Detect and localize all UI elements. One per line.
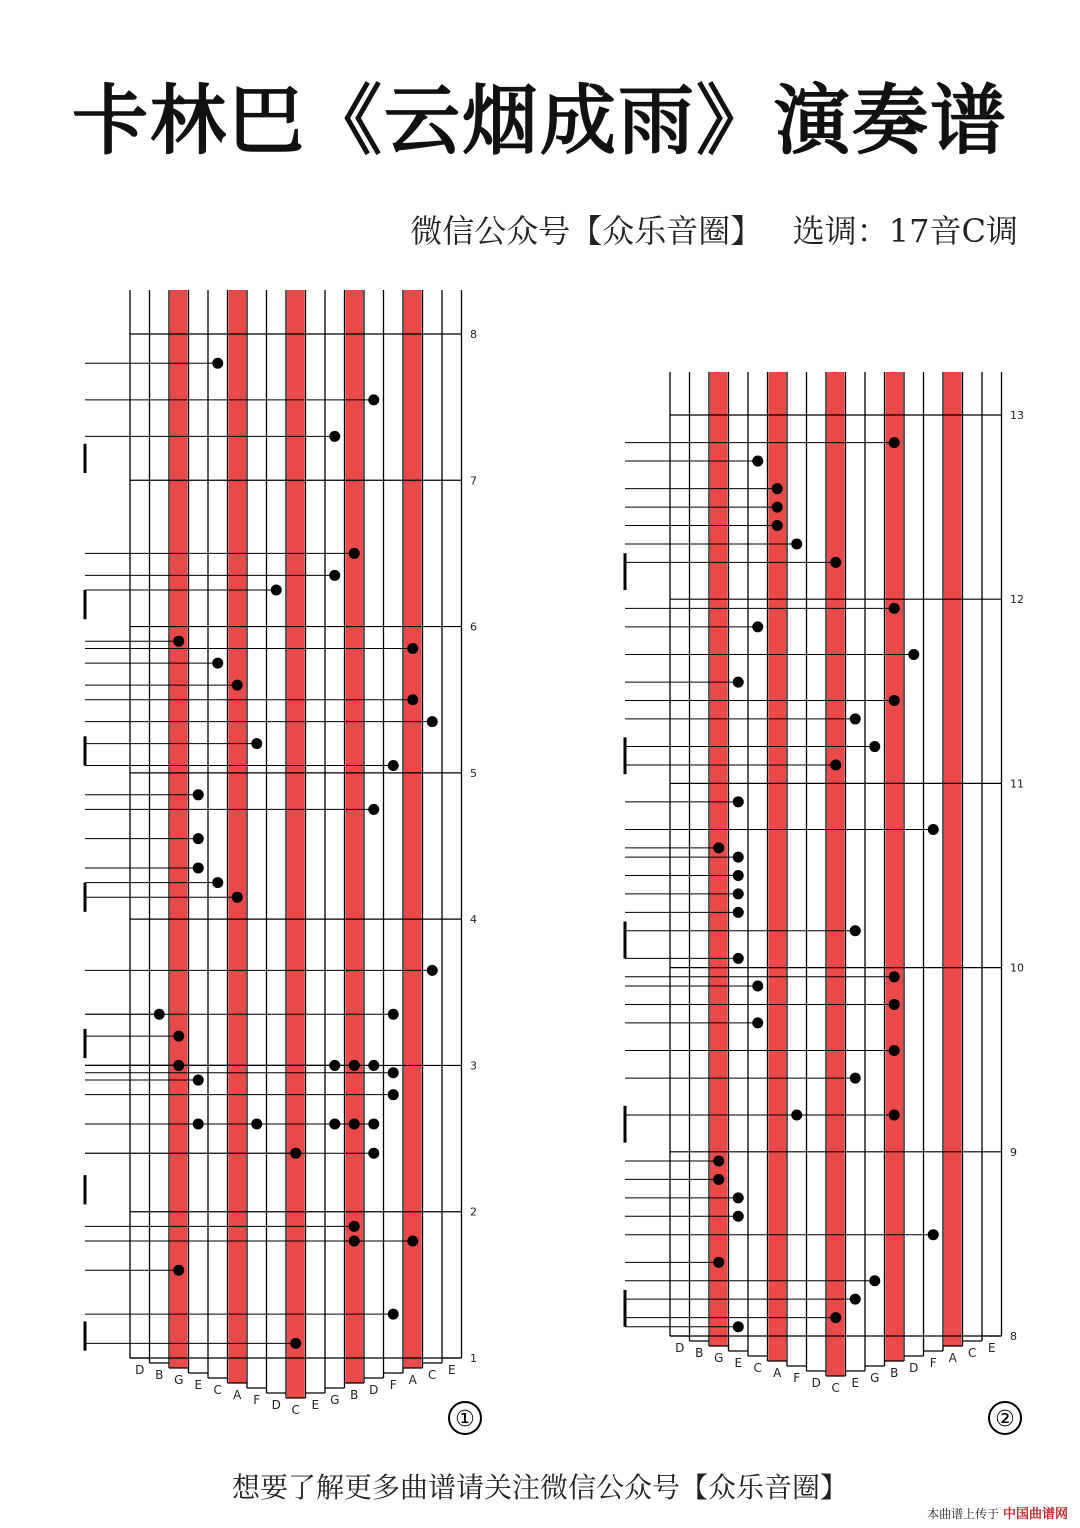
credit-prefix: 本曲谱上传于 xyxy=(927,1507,1000,1521)
tine-highlight-8 xyxy=(827,372,845,1376)
note-dot xyxy=(173,1060,184,1071)
footer-note: 想要了解更多曲谱请关注微信公众号【众乐音圈】 xyxy=(231,1471,848,1504)
note-dot xyxy=(889,437,900,448)
measure-number: 8 xyxy=(1010,1330,1017,1343)
measure-number: 4 xyxy=(470,913,477,927)
note-dot xyxy=(349,1118,360,1129)
note-dot xyxy=(752,1017,763,1028)
key-label-e: E xyxy=(734,1356,743,1370)
note-dot xyxy=(193,862,204,873)
tine-highlight-5 xyxy=(229,290,247,1383)
measure-number: 1 xyxy=(470,1352,477,1365)
measure-number: 7 xyxy=(470,474,477,488)
note-dot xyxy=(388,1067,399,1078)
key-label-d: D xyxy=(909,1361,919,1375)
note-dot xyxy=(830,557,841,568)
note-dot xyxy=(271,585,282,596)
note-dot xyxy=(193,1075,204,1086)
note-dot xyxy=(713,1156,724,1167)
measure-number: 12 xyxy=(1010,593,1024,607)
note-dot xyxy=(733,1321,744,1332)
measure-number: 13 xyxy=(1010,409,1024,422)
key-label-d: D xyxy=(675,1341,685,1355)
key-label-f: F xyxy=(793,1371,801,1385)
note-dot xyxy=(193,833,204,844)
measure-number: 3 xyxy=(470,1059,477,1073)
key-label-b: B xyxy=(155,1368,164,1382)
tine-highlight-8 xyxy=(287,290,305,1398)
key-label-a: A xyxy=(233,1388,242,1402)
note-dot xyxy=(850,1073,861,1084)
key-label-a: A xyxy=(408,1373,417,1387)
key-label-c: C xyxy=(831,1381,840,1395)
note-dot xyxy=(173,636,184,647)
note-dot xyxy=(329,1118,340,1129)
tine-highlight-14 xyxy=(944,372,962,1346)
note-dot xyxy=(733,907,744,918)
note-dot xyxy=(889,1045,900,1056)
note-dot xyxy=(251,1118,262,1129)
key-label-e: E xyxy=(194,1378,203,1392)
note-dot xyxy=(713,1174,724,1185)
key-label-c: C xyxy=(968,1346,977,1360)
note-dot xyxy=(329,570,340,581)
note-dot xyxy=(368,1060,379,1071)
note-dot xyxy=(733,852,744,863)
note-dot xyxy=(889,999,900,1010)
note-dot xyxy=(752,981,763,992)
note-dot xyxy=(290,1148,301,1159)
note-dot xyxy=(733,1192,744,1203)
note-dot xyxy=(368,1148,379,1159)
note-dot xyxy=(349,1060,360,1071)
key-label-b: B xyxy=(695,1346,704,1360)
note-dot xyxy=(772,520,783,531)
key-label-d: D xyxy=(135,1363,145,1377)
note-dot xyxy=(427,965,438,976)
measure-number: 10 xyxy=(1010,961,1024,975)
tine-highlight-11 xyxy=(346,290,364,1383)
key-label-c: C xyxy=(428,1368,437,1382)
key-label-d: D xyxy=(271,1398,281,1412)
key-label-e: E xyxy=(447,1363,456,1377)
note-dot xyxy=(908,649,919,660)
tine-highlight-2 xyxy=(710,372,728,1346)
note-dot xyxy=(733,888,744,899)
note-dot xyxy=(349,1221,360,1232)
measure-number: 9 xyxy=(1010,1145,1017,1159)
note-dot xyxy=(869,1275,880,1286)
note-dot xyxy=(772,483,783,494)
note-dot xyxy=(752,621,763,632)
note-dot xyxy=(850,1294,861,1305)
note-dot xyxy=(212,358,223,369)
sheet-number: ② xyxy=(995,1407,1015,1432)
note-dot xyxy=(388,1309,399,1320)
note-dot xyxy=(212,877,223,888)
key-label-e: E xyxy=(311,1398,320,1412)
note-dot xyxy=(368,1118,379,1129)
key-label-a: A xyxy=(773,1366,782,1380)
tine-highlight-11 xyxy=(886,372,904,1361)
note-dot xyxy=(733,677,744,688)
note-dot xyxy=(368,804,379,815)
note-dot xyxy=(733,870,744,881)
key-label-c: C xyxy=(291,1403,300,1417)
note-dot xyxy=(713,1257,724,1268)
note-dot xyxy=(329,1060,340,1071)
note-dot xyxy=(928,1229,939,1240)
measure-number: 2 xyxy=(470,1205,477,1219)
key-label-d: D xyxy=(811,1376,821,1390)
note-dot xyxy=(193,789,204,800)
note-dot xyxy=(850,713,861,724)
upload-credit xyxy=(927,1503,1068,1522)
note-dot xyxy=(733,1211,744,1222)
key-label-g: G xyxy=(714,1351,724,1365)
note-dot xyxy=(368,394,379,405)
sheet-number: ① xyxy=(455,1407,475,1432)
credit-site: 中国曲谱网 xyxy=(1002,1507,1068,1522)
note-dot xyxy=(173,1265,184,1276)
key-label-f: F xyxy=(253,1393,261,1407)
note-dot xyxy=(791,1109,802,1120)
note-dot xyxy=(388,1089,399,1100)
note-dot xyxy=(830,759,841,770)
note-dot xyxy=(407,643,418,654)
note-dot xyxy=(173,1031,184,1042)
tine-highlight-2 xyxy=(170,290,188,1368)
key-label-f: F xyxy=(929,1356,937,1370)
note-dot xyxy=(713,842,724,853)
key-label-b: B xyxy=(890,1366,899,1380)
note-dot xyxy=(407,694,418,705)
note-dot xyxy=(388,1009,399,1020)
note-dot xyxy=(850,925,861,936)
note-dot xyxy=(251,738,262,749)
note-dot xyxy=(928,824,939,835)
note-dot xyxy=(212,658,223,669)
note-dot xyxy=(791,538,802,549)
note-dot xyxy=(232,680,243,691)
key-label-f: F xyxy=(389,1378,397,1392)
measure-number: 11 xyxy=(1010,777,1024,791)
note-dot xyxy=(232,892,243,903)
key-label-g: G xyxy=(174,1373,184,1387)
key-label-e: E xyxy=(851,1376,860,1390)
key-label-b: B xyxy=(350,1388,359,1402)
note-dot xyxy=(772,502,783,513)
note-dot xyxy=(349,548,360,559)
note-dot xyxy=(889,695,900,706)
note-dot xyxy=(407,1235,418,1246)
note-dot xyxy=(733,796,744,807)
key-label-c: C xyxy=(213,1383,222,1397)
note-dot xyxy=(869,741,880,752)
measure-number: 8 xyxy=(470,328,477,341)
page-title: 卡林巴《云烟成雨》演奏谱 xyxy=(72,76,1008,165)
note-dot xyxy=(388,760,399,771)
note-dot xyxy=(427,716,438,727)
key-label-g: G xyxy=(870,1371,880,1385)
note-dot xyxy=(752,456,763,467)
key-label-g: G xyxy=(330,1393,340,1407)
measure-number: 6 xyxy=(470,620,477,634)
key-label-e: E xyxy=(987,1341,996,1355)
page-subtitle: 微信公众号【众乐音圈】 选调：17音C调 xyxy=(410,212,1018,250)
note-dot xyxy=(889,1109,900,1120)
key-label-a: A xyxy=(948,1351,957,1365)
note-dot xyxy=(830,1312,841,1323)
measure-number: 5 xyxy=(470,766,477,780)
note-dot xyxy=(733,953,744,964)
tine-highlight-14 xyxy=(404,290,422,1368)
note-dot xyxy=(290,1338,301,1349)
note-dot xyxy=(889,603,900,614)
note-dot xyxy=(329,431,340,442)
key-label-c: C xyxy=(753,1361,762,1375)
note-dot xyxy=(889,971,900,982)
key-label-d: D xyxy=(369,1383,379,1397)
